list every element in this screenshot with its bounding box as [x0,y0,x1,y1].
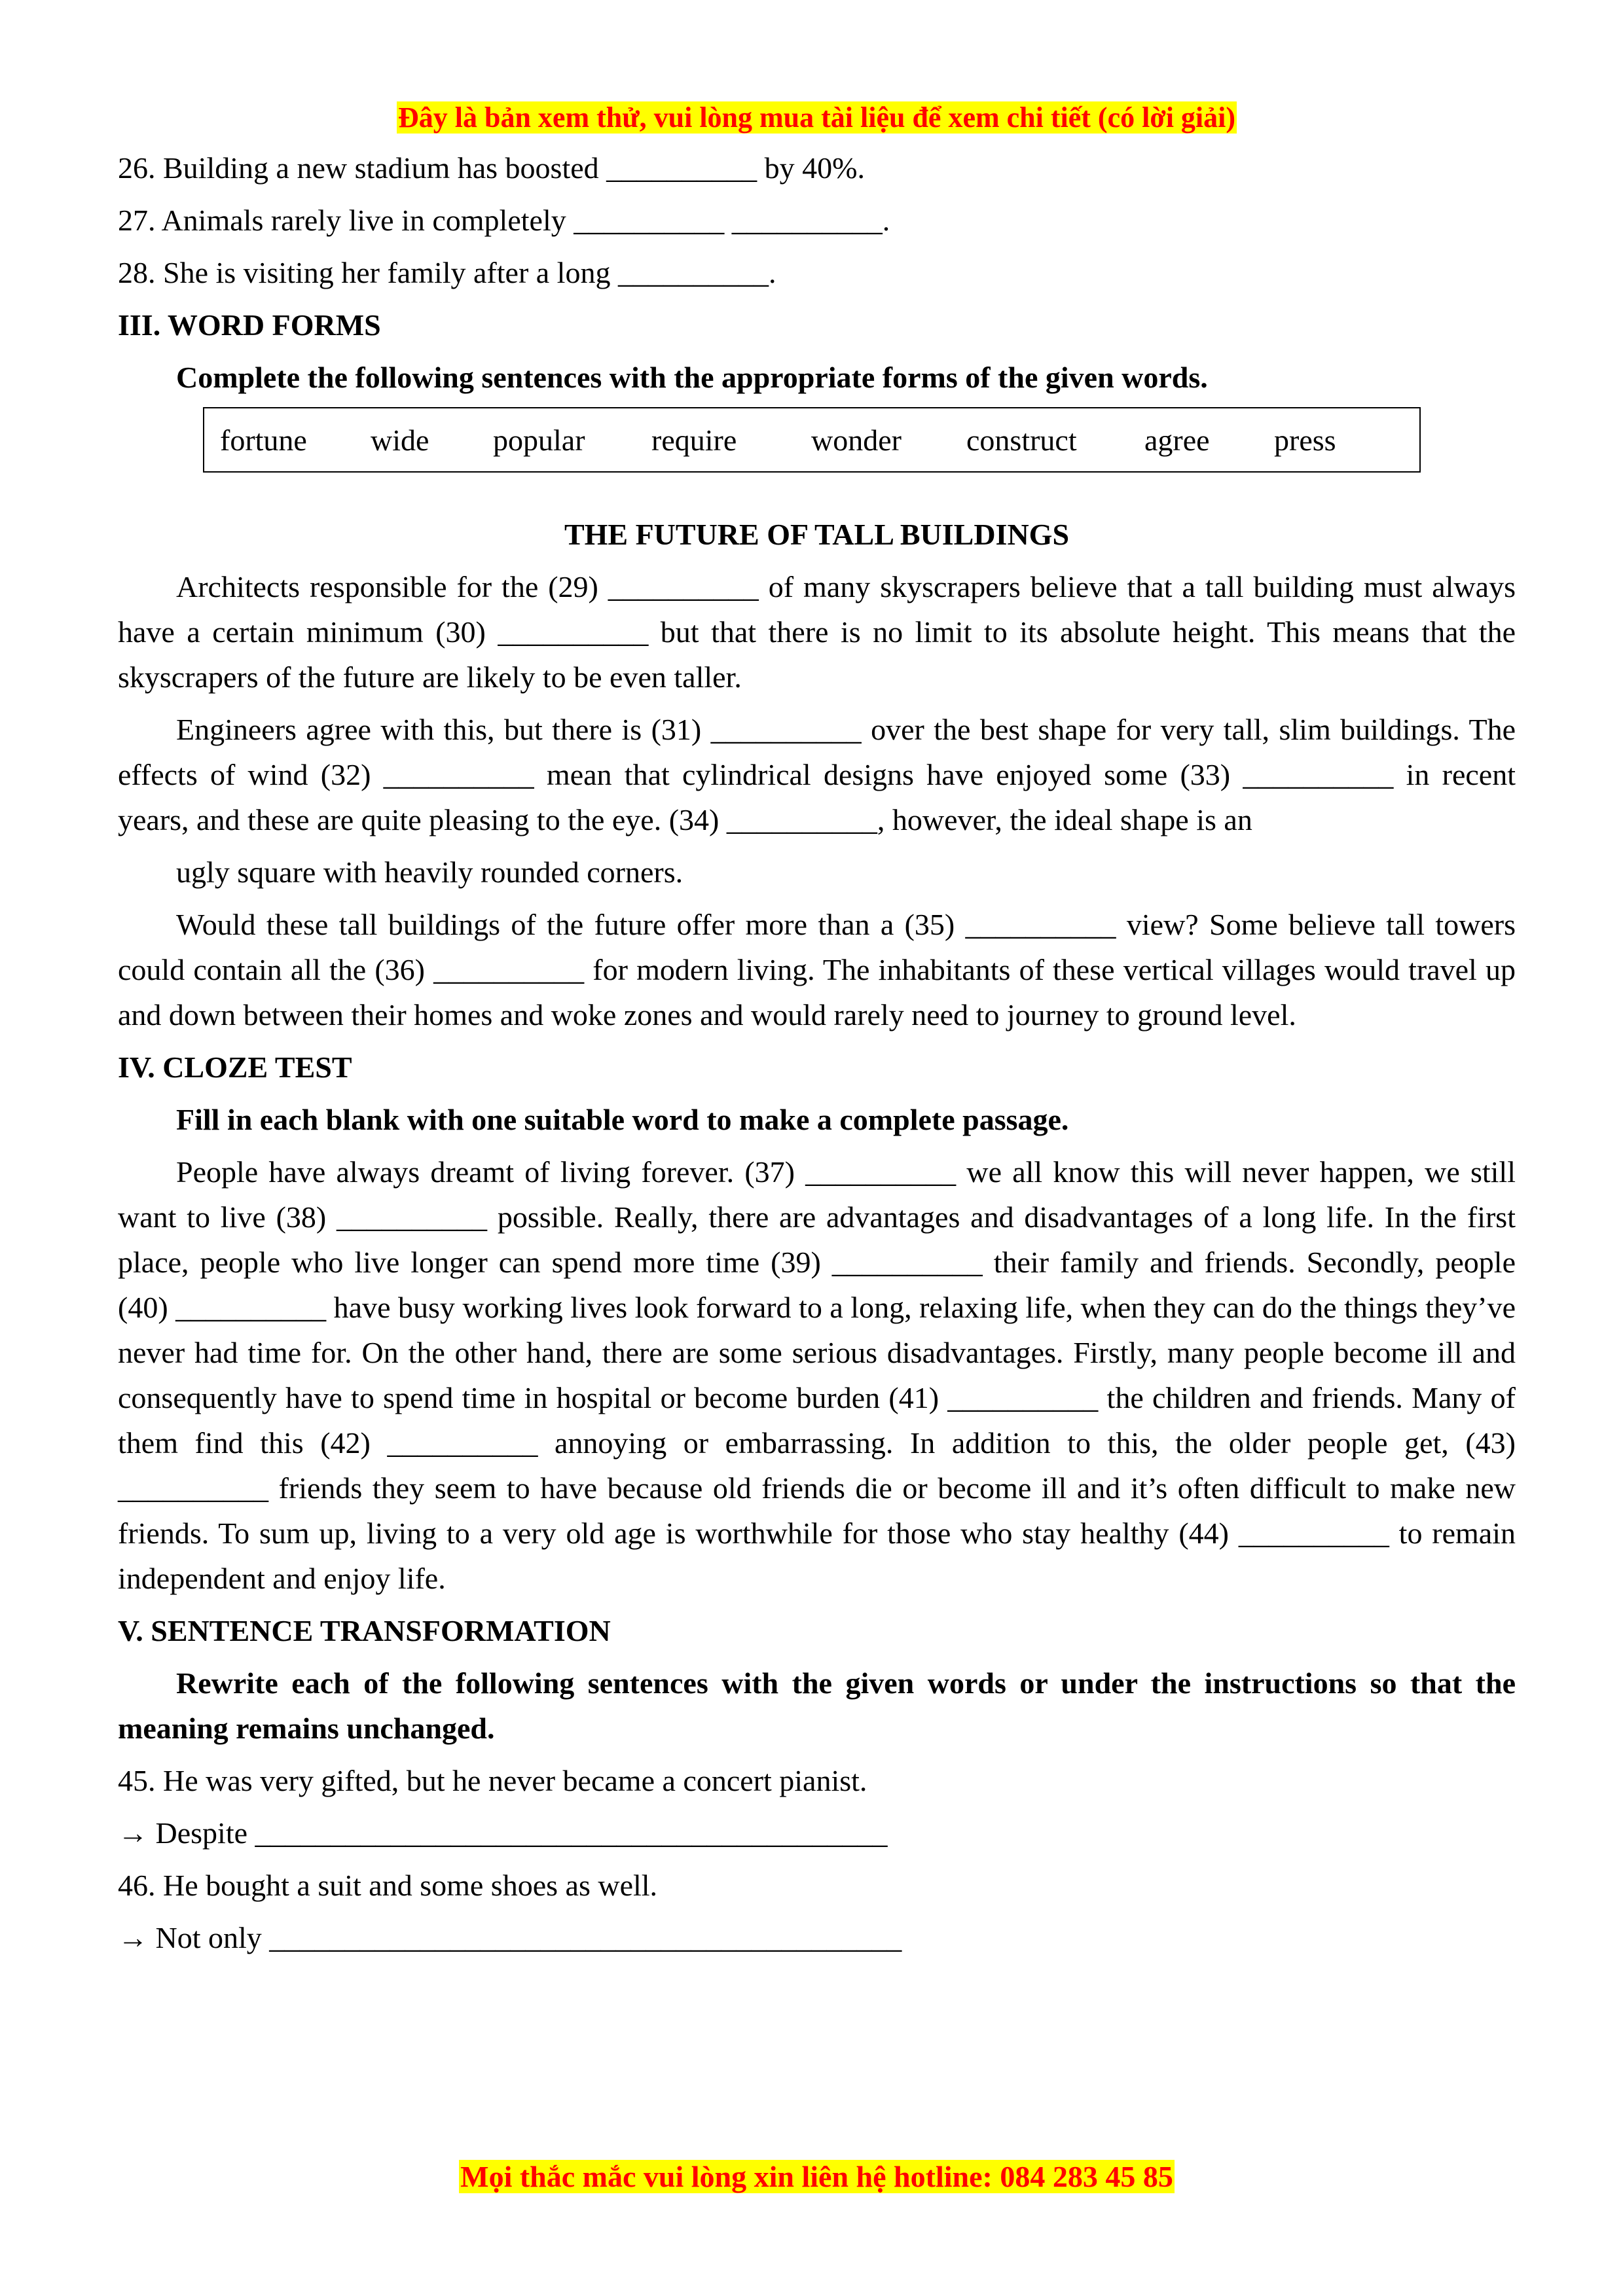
question-26: 26. Building a new stadium has boosted __________ by 40%. [118,151,865,185]
word-box-item: popular [493,423,585,457]
hotline-footer [118,2157,1516,2197]
sentence-transformation-instruction: Rewrite each of the following sentences with the given words or under the instructions so that the meaning remains unchanged. [118,1666,1516,1745]
word-box-item: wide [371,423,429,457]
section-heading-word-forms: III. WORD FORMS [118,308,381,342]
passage-paragraph-1: Architects responsible for the (29) __________ of many skyscrapers believe that a tall building must always have a certain minimum (30) __________ but that there is no limit to its absolute height. This means that the skyscrapers of the future are likely to be even taller. [118,570,1516,694]
cloze-test-instruction: Fill in each blank with one suitable word to make a complete passage. [176,1103,1069,1136]
word-box-item: require [651,423,737,457]
question-27: 27. Animals rarely live in completely __________ __________. [118,204,890,237]
word-box-item: wonder [811,423,902,457]
preview-banner [118,98,1516,137]
word-box-item: agree [1144,423,1210,457]
question-46: 46. He bought a suit and some shoes as well. [118,1869,658,1902]
word-box [203,407,1421,473]
passage-paragraph-3: Would these tall buildings of the future offer more than a (35) __________ view? Some believe tall towers could contain all the (36) __________ for modern living. The inhabitants of these vertical villages would travel up and down between their homes and woke zones and would rarely need to journey to ground level. [118,908,1516,1031]
question-28: 28. She is visiting her family after a long __________. [118,256,776,289]
word-forms-instruction: Complete the following sentences with the appropriate forms of the given words. [176,361,1208,394]
word-box-item: press [1274,423,1336,457]
word-box-item: fortune [220,423,307,457]
section-heading-cloze-test: IV. CLOZE TEST [118,1050,352,1084]
section-heading-sentence-transformation: V. SENTENCE TRANSFORMATION [118,1614,611,1647]
document-page [118,98,1516,1967]
passage-paragraph-2-continued: ugly square with heavily rounded corners. [176,855,684,889]
passage-title: THE FUTURE OF TALL BUILDINGS [564,518,1070,551]
answer-line-46: → Not only __________________________________________ [118,1921,902,1954]
preview-banner-text: Đây là bản xem thử, vui lòng mua tài liệu để xem chi tiết (có lời giải) [397,101,1236,134]
passage-paragraph-2: Engineers agree with this, but there is (31) __________ over the best shape for very tall, slim buildings. The effects of wind (32) __________ mean that cylindrical designs have enjoyed some (33) __________ in recent years, and these are quite pleasing to the eye. (34) __________, however, the ideal shape is an [118,713,1516,836]
question-45: 45. He was very gifted, but he never became a concert pianist. [118,1764,867,1797]
cloze-passage: People have always dreamt of living forever. (37) __________ we all know this will never happen, we still want to live (38) __________ possible. Really, there are advantages and disadvantages of a long life. In the first place, people who live longer can spend more time (39) __________ their family and friends. Secondly, people (40) __________ have busy working lives look forward to a long, relaxing life, when they can do the things they’ve never had time for. On the other hand, there are some serious disadvantages. Firstly, many people become ill and consequently have to spend time in hospital or become burden (41) __________ the children and friends. Many of them find this (42) __________ annoying or embarrassing. In addition to this, the older people get, (43) __________ friends they seem to have because old friends die or become ill and it’s often difficult to make new friends. To sum up, living to a very old age is worthwhile for those who stay healthy (44) __________ to remain independent and enjoy life. [118,1155,1516,1595]
word-box-item: construct [966,423,1077,457]
answer-line-45: → Despite __________________________________________ [118,1816,888,1850]
hotline-footer-text: Mọi thắc mắc vui lòng xin liên hệ hotline: 084 283 45 85 [460,2160,1173,2193]
